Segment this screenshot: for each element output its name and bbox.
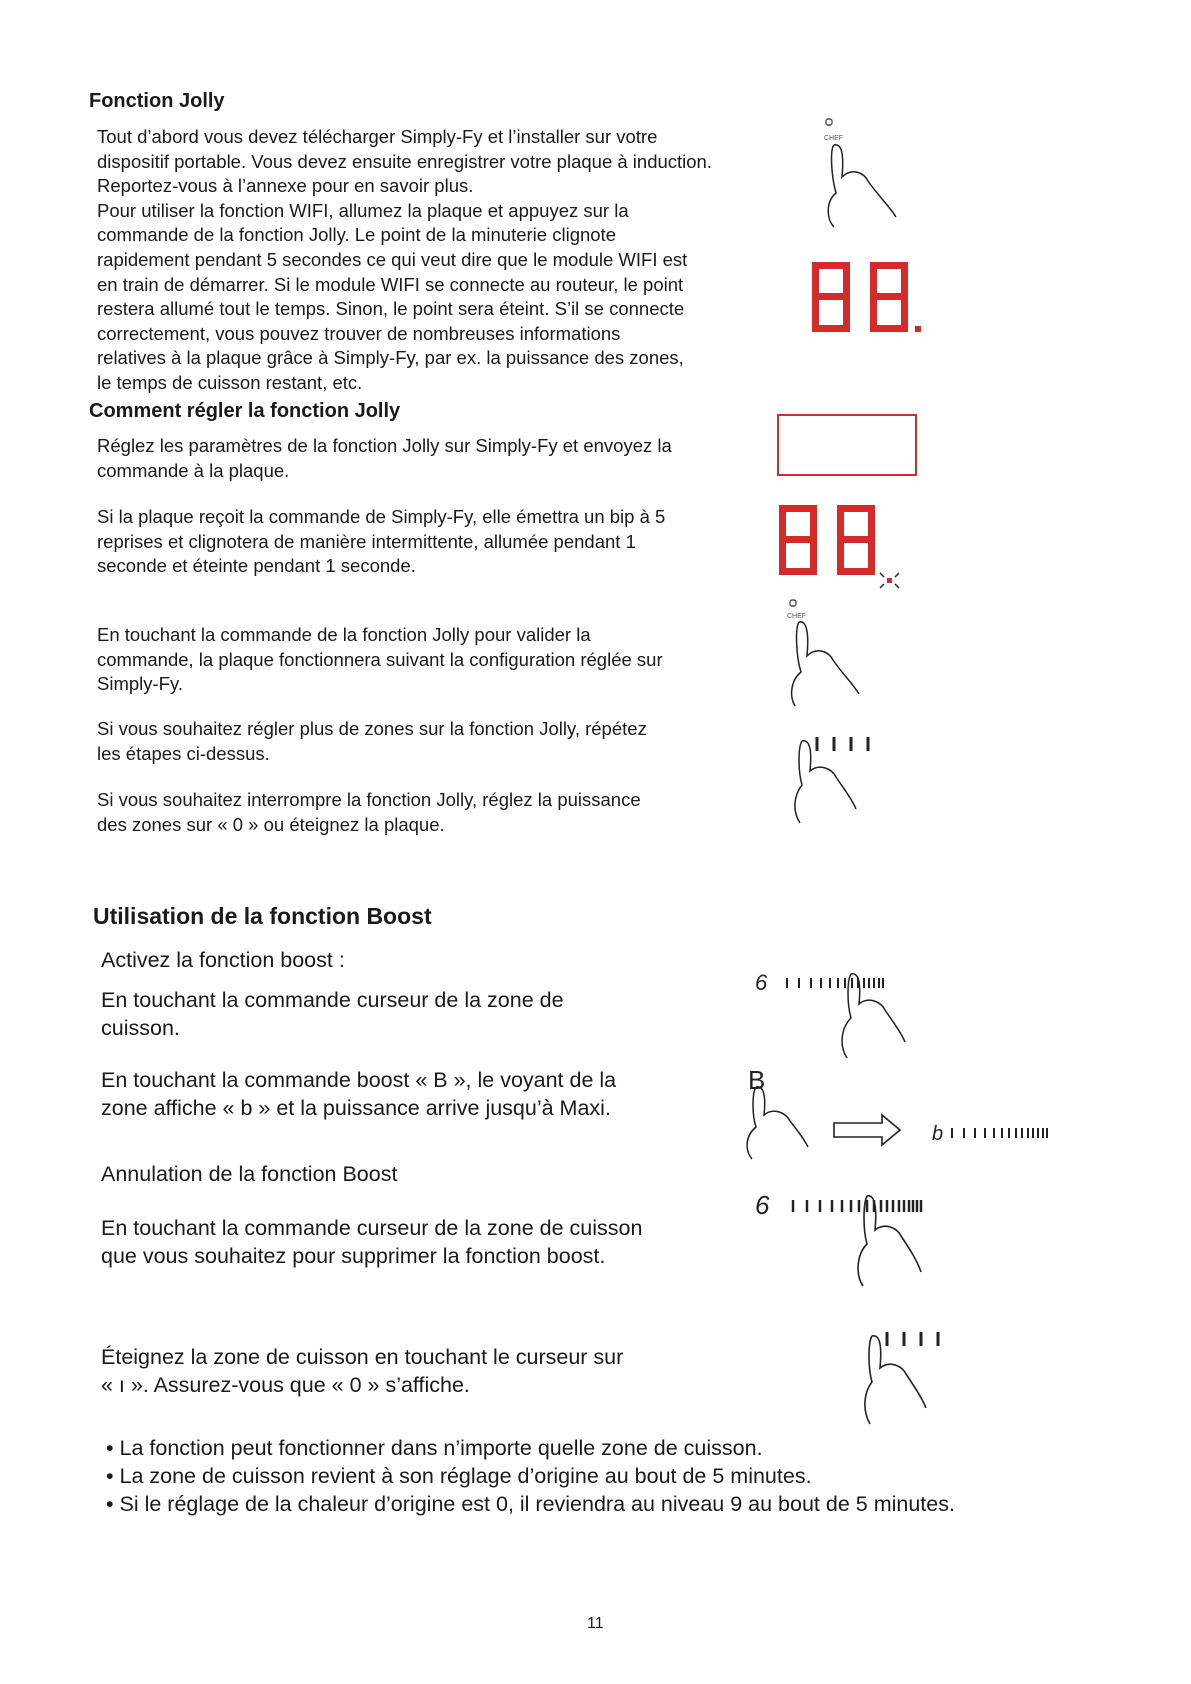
text-line: des zones sur « 0 » ou éteignez la plaque.	[97, 813, 445, 835]
jolly-intro	[97, 125, 712, 396]
jolly-step5	[97, 788, 641, 837]
text-line: restera allumé tout le temps. Sinon, le point sera éteint. S’il se connecte	[97, 298, 685, 320]
hand-touch-slider-icon	[792, 733, 892, 833]
text-line: commande de la fonction Jolly. Le point de la minuterie clignote	[97, 224, 616, 246]
text-line: Si la plaque reçoit la commande de Simply-Fy, elle émettra un bip à 5	[97, 506, 666, 527]
slider-value: 6	[755, 1190, 770, 1220]
text-line: seconde et éteinte pendant 1 seconde.	[97, 555, 416, 577]
text-line: rapidement pendant 5 secondes ce qui veut dire que le module WIFI est	[97, 248, 688, 270]
list-item: • Si le réglage de la chaleur d’origine est 0, il reviendra au niveau 9 au bout de 5 minutes.	[106, 1492, 955, 1516]
text-line: correctement, vous pouvez trouver de nombreuses informations	[97, 322, 621, 344]
seven-segment-display-88-dot	[810, 260, 935, 340]
text-line: Réglez les paramètres de la fonction Jolly sur Simply-Fy et envoyez la	[97, 435, 672, 456]
chef-label: CHEF	[824, 135, 844, 142]
text-line: zone affiche « b » et la puissance arrive jusqu’à Maxi.	[101, 1096, 611, 1120]
hand-press-chef-icon	[820, 115, 920, 235]
boost-key-arrow-icon	[742, 1065, 1082, 1160]
chef-hat-icon	[790, 600, 796, 606]
text-line: dispositif portable. Vous devez ensuite enregistrer votre plaque à induction.	[97, 150, 712, 172]
boost-display-label: b	[932, 1123, 944, 1145]
jolly-title: Fonction Jolly	[89, 90, 225, 112]
page-number: 11	[587, 1615, 604, 1632]
text-line: le temps de cuisson restant, etc.	[97, 371, 363, 393]
text-line: en train de démarrer. Si le module WIFI se connecte au routeur, le point	[97, 273, 684, 295]
slider-6-hand-icon	[755, 1188, 975, 1298]
slider-6-hand-icon	[755, 968, 940, 1068]
text-line: Si vous souhaitez régler plus de zones sur la fonction Jolly, répétez	[97, 718, 647, 739]
seven-segment-display-88-blink	[777, 503, 927, 588]
text-line: Reportez-vous à l’annexe pour en savoir plus.	[97, 175, 474, 197]
text-line: En touchant la commande boost « B », le voyant de la	[101, 1068, 617, 1092]
text-line: Tout d’abord vous devez télécharger Simply-Fy et l’installer sur votre	[97, 126, 658, 147]
text-line: En touchant la commande de la fonction Jolly pour valider la	[97, 624, 591, 645]
boost-key-label: B	[748, 1065, 766, 1095]
text-line: que vous souhaitez pour supprimer la fonction boost.	[101, 1244, 606, 1268]
list-item: • La zone de cuisson revient à son réglage d’origine au bout de 5 minutes.	[106, 1464, 812, 1488]
hand-touch-slider-icon	[860, 1328, 970, 1433]
boost-cancel-title: Annulation de la fonction Boost	[101, 1162, 398, 1186]
slider-value: 6	[755, 970, 768, 995]
chef-hat-icon	[826, 119, 832, 125]
boost-cancel	[101, 1214, 642, 1270]
boost-touch-slider	[101, 986, 564, 1042]
display-placeholder-box	[777, 414, 917, 476]
boost-off	[101, 1343, 623, 1399]
boost-activate: Activez la fonction boost :	[101, 948, 345, 972]
hand-press-chef-icon	[783, 598, 883, 713]
jolly-step3	[97, 623, 663, 697]
jolly-step4	[97, 717, 647, 766]
list-item: • La fonction peut fonctionner dans n’importe quelle zone de cuisson.	[106, 1436, 763, 1460]
text-line: relatives à la plaque grâce à Simply-Fy, par ex. la puissance des zones,	[97, 347, 684, 369]
text-line: « ı ». Assurez-vous que « 0 » s’affiche.	[101, 1373, 470, 1397]
text-line: Éteignez la zone de cuisson en touchant le curseur sur	[101, 1345, 624, 1369]
text-line: Si vous souhaitez interrompre la fonction Jolly, réglez la puissance	[97, 789, 641, 810]
text-line: les étapes ci-dessus.	[97, 742, 270, 764]
text-line: Simply-Fy.	[97, 673, 183, 695]
boost-touch-boost	[101, 1066, 616, 1122]
text-line: Pour utiliser la fonction WIFI, allumez la plaque et appuyez sur la	[97, 199, 629, 221]
notes-list	[106, 1434, 955, 1518]
jolly-howto-title: Comment régler la fonction Jolly	[89, 400, 401, 422]
text-line: En touchant la commande curseur de la zone de	[101, 988, 564, 1012]
text-line: commande à la plaque.	[97, 459, 290, 481]
boost-title: Utilisation de la fonction Boost	[93, 903, 432, 929]
jolly-step1	[97, 434, 672, 483]
text-line: commande, la plaque fonctionnera suivant la configuration réglée sur	[97, 648, 663, 670]
text-line: cuisson.	[101, 1016, 180, 1040]
text-line: En touchant la commande curseur de la zone de cuisson	[101, 1216, 643, 1240]
jolly-step2	[97, 505, 665, 579]
right-arrow-icon	[834, 1115, 900, 1145]
chef-label: CHEF	[787, 613, 807, 620]
text-line: reprises et clignotera de manière intermittente, allumée pendant 1	[97, 530, 636, 552]
